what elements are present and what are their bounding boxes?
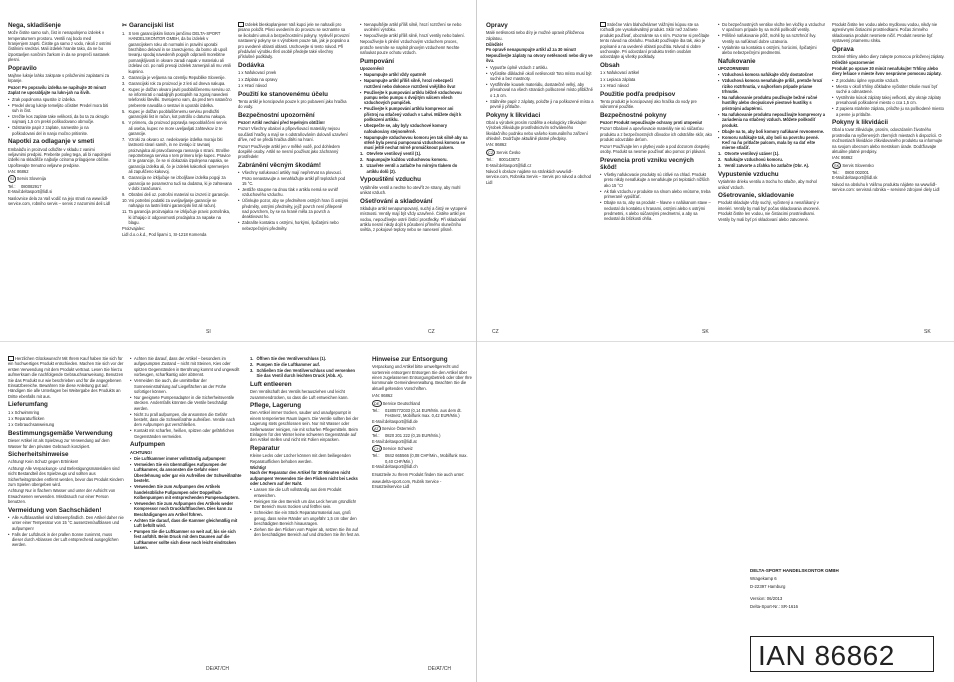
sk-column-repair	[832, 22, 946, 322]
mail-label: E-Mail:	[372, 438, 385, 444]
service-name: Servis Slovensko	[842, 162, 874, 168]
list-item: 2. Garancija je veljavna na ozemlju Republike Slovenije.	[122, 74, 226, 80]
list-item: • Nur geeignete Pumpenadapter in die Sicherheitsventile stecken. Andernfalls könnten die Ventile beschädigt werden.	[130, 395, 242, 411]
page-footer-label: SK	[702, 329, 709, 335]
service-name: Servis Česko	[496, 149, 521, 155]
sk-pump-sub: UPOZORNENIE!	[718, 65, 750, 71]
cz-pump-steps	[360, 151, 468, 174]
list-item: 2. Nafukujte vzduchovú komoru.	[718, 157, 783, 163]
list-item: ▪ Verwenden Sie zum Aufpumpen des Artikels handelsübliche Fußpumpen oder Doppelhub-Kolbenpumpen mit entsprechenden Pumpenadaptern.	[130, 484, 242, 500]
list-item: ▪ Vzduchová komora nenafukujte príliš, pretože hrozí riziko roztrhnutia, v najhoršom prípade priame trhnutie.	[718, 78, 826, 94]
list-item: 1 x Nafukovací artikel	[600, 70, 640, 76]
cz-repair-heading: Opravy	[486, 22, 508, 29]
cz-repair-text: Malé netěsnosti nebo díry je možné opravit přiloženou záplatou.	[486, 30, 585, 41]
cz-usage-heading: Použití ke stanovenému účelu	[238, 90, 328, 98]
product-code: Delta-Sport-Nr.: SR-1616	[750, 603, 798, 609]
de-ian: IAN: 86862	[372, 393, 393, 399]
list-item: • Achten Sie darauf, dass der Artikel – besonders im aufgepumpten Zustand – nicht mit Steinen, Kies oder spitzen Gegenständen in Berührung kommt und ungewollt vorbeugen, scharfkantig oder abtrennt.	[130, 356, 242, 378]
scissors-icon: ✂	[122, 23, 128, 29]
company-street: Wragekamp 6	[750, 575, 777, 581]
ian-number: IAN 86862	[758, 640, 895, 671]
mail-value: deltasport@lidl.cz	[499, 162, 532, 168]
country-flag-icon: DE	[374, 400, 380, 406]
mail-value: deltasport@lidl.ch	[385, 464, 418, 470]
sk-intro-text: Srdečne Vám blahoželáme! Vážnými kúpou ste sa rozhodli pre vysokokvalitný produkt. Skôr než začnete produkt používať, oboznámte sa s ním. Pozorne si prečítajte tento návod na obsluhu. Produkt používajte iba tak, ako je popísané a na uvedené oblasti použitia. Návod si dobre uschovajte. Pri odovzdaní produktu tretím osobám odovzdajte aj všetky podklady.	[600, 22, 710, 60]
list-item: 1 x Hrací návod	[238, 82, 267, 88]
de-deflate-text: Den Ventilschaft des Ventils herausziehen und leicht zusammendrücken, so dass die Luft entweichen kann.	[250, 389, 349, 400]
de-disposal-text: Verpackung und Artikel bitte umweltgerecht und sortenrein entsorgen! Entsorgen Sie den Artikel über einen zugelassenen Entsorgungsbetrieb oder über Ihre kommunale Gemeindeverwaltung. Beachten Sie die aktuell geltenden Vorschriften.	[372, 364, 472, 391]
cz-column-pumping	[360, 22, 468, 322]
sk-intro-list	[718, 22, 826, 56]
country-flag-icon: CH	[374, 446, 380, 452]
cz-pump-heading: Pumpování	[360, 57, 394, 65]
list-item: 1 x Záplata na opravy	[238, 76, 278, 82]
tel-label: Tel.:	[372, 453, 380, 459]
list-item: ▪ Používejte k pumpování artiklu kompresor ani přístroj na stlačený vzduch v Lahví. Můžete dojít k poškození artiklu.	[360, 106, 468, 122]
de-disposal-heading: Hinweise zur Entsorgung	[372, 356, 448, 363]
si-service-contact	[8, 175, 112, 194]
list-item: 3. Ventil zatvorte a zľahka ho zatlačte (Obr. A).	[718, 163, 810, 169]
company-block	[750, 568, 940, 628]
service-name: Servis Slovenija	[16, 176, 46, 182]
tel-value: 01805772033 (0,14 EUR/Min. aus dem dt. Festnetz, Mobilfunk max. 0,42 EUR/Min.)	[385, 407, 462, 419]
de-usage-text: Dieser Artikel ist als Spielzeug zur Verwendung auf dem Wasser für den privaten Gebrauch konzipiert.	[8, 438, 110, 449]
list-item: • Odstranite papir z zaplate, namestite jo na poškodovani del in nanjo močno pritisnite.	[8, 125, 112, 136]
list-item: 3. Uzavřete ventil a zatlačte ho mírným tlakem do artiklu dolů (2).	[360, 163, 458, 174]
si-repair-text: Majhne luknje lahko zakrpate s priloženimi zaplatami za krpanje.	[8, 73, 110, 84]
de-pump-list	[130, 456, 242, 551]
page-footer-label: SK	[924, 329, 931, 335]
cz-usage-text: Tento artikl je koncipován pouze k pro pobavení jako hračka do vody.	[238, 98, 347, 110]
list-item: 9. Obrabni deli oz. potrošni material so izvzeti iz garancije.	[122, 191, 230, 197]
tel-value: 0820 201 222 (0,15 EUR/Min.)	[385, 433, 441, 439]
tel-value: 080082917	[21, 183, 42, 189]
list-item: ▪ Ubezpečte se, aby byly vzduchové komory nafoukovány stejnoměrně.	[360, 123, 468, 134]
de-deflate-heading: Luft entleeren	[250, 380, 292, 388]
list-item: • Vystrihnite kúsok záplaty takej veľkosti, aby okraje záplaty presahovali poškodené miesto o cca 1,5 cm.	[832, 95, 946, 106]
de-parts-text: Ersatzteile zu Ihrem Produkt finden Sie auch unter:	[372, 471, 465, 477]
list-item: 11. Ta garancija proizvajalca ne izključuje pravic potrošnika, ki izhajajo iz odgovornosti prodajalca za napake na blagu.	[122, 209, 230, 226]
mail-label: E-Mail:	[832, 175, 845, 181]
de-column-pumping	[130, 356, 242, 652]
ch-service-contact	[372, 445, 472, 469]
de-service-contact	[372, 400, 472, 424]
sk-content-heading: Obsah	[600, 61, 620, 69]
cz-disposal-text: Obal a výrobek prosím rozdělte a ekologicky zlikvidujte! Výrobek zlikvidujte prostřednictvím schváleného likvidačního podniku nebo vašeho komunálního zařízení ohledně. Dodržujte aktuálně platné předpisy.	[486, 119, 588, 142]
list-item: 1 x Lepiaca záplata	[600, 76, 636, 82]
de-column-care	[250, 356, 362, 652]
cz-repair-list	[486, 65, 594, 110]
de-repair-heading: Reparatur	[250, 444, 280, 452]
de-repair-warning: Wichtig! Nach der Reparatur den Artikel für 30 Minuten nicht aufpumpen! Verwenden Sie den Flicken nicht bei Lecks oder Löchern auf der Naht.	[250, 464, 358, 487]
mail-label: E-Mail:	[486, 162, 499, 168]
de-damage-list	[8, 515, 124, 548]
sk-usage-text: Tento produkt je koncipovaný ako hračka do vody pre súkromné použitie.	[600, 98, 697, 110]
list-item: ▪ Napumpujte vzduchovou komoru jen tak silně aby na stěně byla pevná pumpovaná vzduchová komora se musí ještě nechat mírně promáčknout palcem.	[360, 135, 468, 151]
list-item: ▪ Pumpen Sie die Luftkammer so weit auf, bis sie sich fest anfühlt. Beim Druck mit dem Daumen auf die Luftkammer sollte sich diese noch leicht eindrücken lassen.	[130, 529, 242, 551]
si-disposal-text: Embalažo in proizvod odložite v skladu z vanimi veljavnimi predpisi. Preberite poleg tega, ali bi napolnjeni izdelki na skladišče najbolje oziroma prilagojene občine. Upoštevajte trenutno veljavne predpise.	[8, 146, 112, 168]
tel-value: 0842 665566 (0,08 CHF/Min., Mobilfunk max. 0,40 CHF/Min.)	[385, 453, 468, 464]
tel-value: 800143873	[499, 157, 520, 163]
list-item: ▪ Na nafukovanie produktu používajte bežné ručné hustilky alebo dvojvalcové piestové hustilky s prístrojmi adaptérmi.	[718, 95, 826, 111]
cz-ian: IAN: 86862	[486, 142, 507, 148]
de-parts-link: www.delta-sport.com, Rubrik Service - Ersatzteilservice Lidl	[372, 478, 442, 490]
cz-pump-list	[360, 72, 468, 150]
cz-intro-text: Nepoužívejte k plnění vzduchovým vzduchem proces, protože nesmíte se naplnit plnovým vzduchem! Nechte nafoukat pouze ochotu vzduch.	[360, 39, 460, 56]
list-item: • Lassen Sie die Luft vollständig aus dem Produkt entweichen.	[250, 487, 362, 498]
list-item: ▪ Napumpujte artikl vždy opatrně!	[360, 72, 468, 77]
list-item: • Reinigen Sie den Bereich um das Leck herum gründlich! Der Bereich muss trocken und fettfrei sein.	[250, 499, 362, 510]
list-item: • Z papiera stiahnite záplatu, priložte ju na poškodené miesto a pevne ju pritlačte.	[832, 106, 946, 117]
list-item: • Alle Aufblasartikel sind kälteempfindlich. Den Artikel daher nie unter einer Temperatur von 15 °C aussetzen/aufblasen und aufpumpen!	[8, 515, 124, 531]
list-item: ▪ Používejte k pumpování artiklu běžně vzduchovou pumpu nebo pumpu s dvojitým válcem všech vzduchových pumpiček.	[360, 90, 468, 106]
list-item: 3. Garancijski rok za proizvod je 2 leti od dneva nakupa.	[122, 80, 226, 86]
list-item: • Vystřihněte kousek materiálu, dostatečně velký, aby přesahoval na všech stranách poškozené místo přibližně o 1,5 cm.	[486, 82, 594, 98]
de-pump-sub: ACHTUNG!	[130, 449, 152, 455]
list-item: • Kontakt mit scharfen, heißen, spitzen oder gefährlichen Gegenständen vermeiden.	[130, 428, 242, 439]
list-item: • Nenapuštějte artikl příliš silně, hrozí roztržení se nebo uvolnění výrobku.	[360, 22, 468, 33]
page-footer-label: DE/AT/CH	[428, 666, 451, 672]
sk-safety-warning: Pozor! Produkt nepoužívajte ochrany proti utopeniu!	[600, 119, 703, 125]
list-item: • Vypusťte úplně vzduch z artiklu.	[486, 65, 594, 70]
list-item: ▪ Achten Sie darauf, dass die Kammer gleichmäßig mit Luft befüllt wird.	[130, 518, 242, 529]
de-safety-text: Achtung! Kein Schutz gegen Ertrinken!	[8, 459, 79, 465]
sk-release-heading: Vypustenie vzduchu	[718, 170, 779, 178]
page-footer-label: CZ	[492, 329, 499, 335]
sk-column-pumping	[718, 22, 826, 322]
list-item: • Dbajte na to, aby sa produkt – hlavne v nafúkanom stave – nedostal do kontaktu s hranami, ostrými alebo s ostrými predmetmi, s alebo súčasnými predmetmi, a aby sa nedostal do blízkosti ohňa.	[600, 200, 712, 222]
cz-intro-text: Izdelek bleskoplanjene! Vaš kupci jele ne nahaxili pro pisano položit. Plivci uvedením do provozu se seznamte sa se ikolodmi umuli a bezpečnostními pokyny. Vyskvěl provozní nastavený pokyny se s výrobkem pouze tak, jak je popsáno a pro uvedené oblasti oblasti. Uschovejte si tento návod. Při předávání výrobku třetí osobě předejte také všechny příslušné podklady.	[238, 22, 350, 60]
list-item: • Nicht zu prall aufpumpen, die ansonsten die Gefahr besteht, dass die Schweißnähte aufreißen. Ventile nach dem Aufpumpen gut verschließen.	[130, 412, 242, 428]
de-safety-text-2: Achtung! Alle Verpackungs- und Befestigungsmaterialien sind nicht Bestandteil des Spielzeugs und sollten aus Sicherheitsgründen entfernt werden, bevor das Produkt Kindern zum Spielen übergeben wird.	[8, 465, 124, 487]
sk-disposal-heading: Pokyny k likvidácii	[832, 119, 889, 127]
list-item: • Izrežite kos zaplate take velikosti, da bo ta za okroglo najmanj 1,5 cm prekri poškodovano območje.	[8, 114, 112, 125]
tel-label: Tel.:	[372, 433, 380, 439]
cz-care-text: Skladujte artikl nenapumpovaný, suchý a čistý ve vytopené místnosti. Ventily mají být vždy uzavřené. Čistěte artikl jen vodou, nepoužívejte ostré čistící prostředky. Při skladování artiklu nesmí nikdy dojít k působení přímého slunečního světla, z pokojové teploty nebo se nanesení plísně.	[360, 205, 467, 233]
at-service-contact	[372, 425, 472, 444]
list-item: • Stáhněte papír z záplaty, položte ji na poškozené místo a pevně ji přitlačte.	[486, 99, 594, 110]
si-repair-heading: Popravilo	[8, 64, 37, 72]
mail-label: E-Mail:	[8, 189, 21, 195]
si-footer-text: Naslovnice dela za Vaš vodič na jejo stnoti na www.lidl-service.com, robniho servis – servis z nazornimi deli Lidl	[8, 195, 110, 206]
cz-service-contact	[486, 149, 594, 168]
de-repair-list	[250, 487, 362, 537]
si-ian: IAN: 86862	[8, 169, 29, 175]
list-item: 1 x Nafukovací prvek	[238, 70, 277, 76]
list-item: 7. Vzroki za okvaro oz. nedelovanje izdelka morajo biti lastnosti stvari samih, in ne izvirajo iz ravnanj proizvajalca ali pravočasnega ravnanja s strani. Stroške nepotrebnega servisa v tem primeru krije kupec. Pravice iz te garancije, če se ni dokazala izpolnjena napaka, se garancija izdelka ali, če je izdelek kakorkoli spremenjen ali zapuščeno kakovoj.	[122, 136, 231, 175]
cz-care-heading: Ošetřování a skladování	[360, 197, 433, 205]
cz-safety-heading: Bezpečnostní upozornění	[238, 111, 315, 119]
cz-delivery-heading: Dodávka	[238, 61, 265, 69]
cz-intro-list	[360, 22, 468, 39]
country-flag-icon: AT	[374, 426, 379, 432]
si-repair-list	[8, 97, 112, 137]
cz-safety-text: Pozor! Všechny obaloví a připevňovací materiály nejsou součástí hračky a mají se s odstraňováním dolovalí uzavření dříve, než se předá hračka dítěti na hraní.	[238, 126, 348, 143]
tel-value: 0800 002001	[845, 170, 869, 176]
list-item: • Zrak popolnoma spustite iz izdelka.	[8, 97, 112, 102]
list-item: ▪ Vermeiden Sie ein übermäßiges Aufpumpen der Luftkammer, da ansonsten die Gefahr einer Überdehnung oder gar ein Aufreißen der Schweißnähte besteht.	[130, 462, 242, 484]
list-item: 1. Otvorte ventilový uzáver (1).	[718, 151, 780, 157]
list-item: • Vytiahnite sa kontakta s ostrými, horúcimi, špičatými alebo nebezpečnými predmetmi.	[718, 45, 826, 56]
de-damage-heading: Vermeidung von Sachschäden!	[8, 506, 102, 514]
cz-safety-warning: Pozor! Artikl nechání před tepelným obtížím!	[238, 119, 325, 125]
list-item: ▪ Die Luftkammer immer vollständig aufpumpen!	[130, 456, 242, 461]
list-item: 2. Napumpujte každou vzduchovou komoru.	[360, 157, 448, 163]
sk-pump-steps	[718, 151, 826, 168]
sk-usage-heading: Použitie podľa predpisov	[600, 90, 676, 98]
list-item: ▪ Komoru nafúkajte tak, aby boli na povrchu pevné. Keď na ňu pritlačte palcom, mala by sa dať ešte mierne stlačiť.	[718, 135, 826, 151]
sk-footer-text: Návod na obsluhu k Vášmu produktu nájdete na www.lidl-service.com: servisná robnika – servisné zdrojové diely Lidl	[832, 181, 940, 193]
list-item: • Vermeiden Sie auch, die unmittelbar der Sonneneinstrahlung auf Liegeflächen an der Frühe sofortiger können.	[130, 378, 242, 394]
country-flag-icon: CZ	[488, 149, 494, 155]
de-column-disposal	[372, 356, 472, 652]
list-item: 3. Schließen Sie den Ventilverschluss und versenken Sie das Ventil durch leichten Druck (Abb. A).	[250, 367, 356, 379]
list-item: • Schneiden Sie ein Stück Reparaturmaterial aus, groß genug, dass seine Ränder um ungefähr 1,5 cm über den beschädigten Bereich hinausragen.	[250, 510, 362, 526]
page-footer-label: DE/AT/CH	[206, 666, 229, 672]
si-disposal-heading: Napotki za odlaganje v smeti	[8, 138, 95, 146]
list-item: • Falls der Luftdruck in der prallen Sonne zunimmt, muss dieser durch Ablassen der Luft entsprechend ausgeglichen werden.	[8, 532, 124, 548]
list-item: 6. V primeru, da proizvod popravlja nepooblaščeni servis ali oseba, kupec ne more uveljavljati zahtevkov iz te garancije.	[122, 120, 227, 136]
cz-safety-text-2: Pozor! Používejte artikl jen v mělké vodě, pod dohledem dospělé osoby. Artikl se nesmí používat jako záchranný prostředek!	[238, 143, 340, 160]
sk-release-text: Vytiahnite drieku ventilu a trochu ho stlačte, aby mohol unikať vzduch.	[718, 179, 817, 190]
list-item: • Všechny nafukovací artikly mají nepřetrvat na plovoucí. Proto nenastavujte a nenahlažujte artikl při teplotách pod 15 °C.	[238, 170, 350, 186]
cz-repair-warning: Důležité! Po opravě nenapumpujte artikl až za 30 minut! Nepoužívejte záplaty na otvory netěsnosti nebo díry ve švu.	[486, 42, 593, 64]
de-column-intro	[8, 356, 124, 652]
sk-repair-heading: Oprava	[832, 45, 854, 53]
list-item: ▪ Na nafukovanie produktu nepoužívajte kompresory a zariadenia na stlačený vzduch. Môžete poškodiť produkt.	[718, 112, 826, 128]
page-footer-label: CZ	[428, 329, 435, 335]
de-care-text: Den Artikel immer trocken, sauber und unaufgepumpt in einem temperierten Raum lagern. Die Ventile sollten bei der Lagerung stets geschlossen sein. Nur mit Wasser oder Seifenwasser reinigen, nie mit scharfen Pflegemitteln. Beim Einlagern für den Winter keine schweren Gegenstände auf den Artikel stellen und nicht mit Folien einpacken.	[250, 410, 359, 443]
cz-damage-list	[238, 170, 350, 231]
page-footer-label: SI	[206, 329, 211, 335]
de-repair-text: Kleine Lecks oder Löcher können mit dem beiliegenden Reparaturflicken behoben werden.	[250, 453, 351, 464]
service-name: Service Deutschland	[382, 400, 421, 406]
sk-intro-text: Produkt čistite len vodou alebo mydlovou vodou, nikdy nie agresívnymi čistiacimi prostriedkami. Počas zimného skladovania produkt nesmiete ničiť. Produkt nesmie byť vystavený priamemu slnku.	[832, 22, 938, 44]
list-item: 1 x Gebrauchsanweisung	[8, 422, 55, 428]
sk-ian: IAN: 86862	[832, 155, 853, 161]
cz-release-heading: Vypouštění vzduchu	[360, 176, 421, 184]
list-item: 1. Otevřete ventilový ventil (1).	[360, 151, 422, 157]
list-item: ▪ Verwenden Sie zum Aufpumpen des Artikels weder Kompressor noch Druckluftflaschen. Dies kann zu Beschädigungen am Artikel führen.	[130, 501, 242, 517]
mail-label: E-Mail:	[372, 464, 385, 470]
mail-value: deltasport@lidl.si	[21, 189, 53, 195]
list-item: 1 x Hrací návod	[600, 82, 629, 88]
cz-column-repair	[486, 22, 594, 322]
list-item: • Predel okrog luknje temeljito očistite! Predel mora biti suh in čist.	[8, 103, 112, 114]
si-care-heading: Nega, skladišenje	[8, 22, 61, 29]
tel-label: Tel.:	[8, 183, 16, 189]
list-item: ▪ Napumpujte artikl příliš silně, hrozí nebezpečí roztržení nebo dokonce roztržení vnějšího švu!	[360, 78, 468, 89]
producer-label: Proizvajalec:	[122, 226, 146, 232]
si-care-text: Može čistite samo suh, čist in nenapolnjeno izdelek v temperaturnem prostoru. Ventili naj bodo med hranjenjem zaprti. Čistite ga samo z vodo, nikoli z ostrimi čistilnimi sredstvi. Mali izdelek hranite tako, da ne bo izpostavljen sončnim žarkom in da se prepreči nastanek plesni.	[8, 30, 112, 63]
de-care-heading: Pflege, Lagerung	[250, 402, 302, 410]
sk-repair-list	[832, 78, 946, 118]
de-pump-heading: Aufpumpen	[130, 441, 165, 449]
tel-label: Tel.:	[832, 170, 840, 176]
sk-column-intro	[600, 22, 712, 322]
sk-pump-list	[718, 72, 826, 150]
si-column-care	[8, 22, 112, 322]
list-item: ▪ Dbajte na to, aby boli komory nafúkané rovnomerne.	[718, 129, 826, 134]
list-item: • Prílišné nafukovanie pôlž, mohli by sa roztrhnúť švy. Ventily sa nafúknutí dobre uzatvoria.	[718, 33, 826, 44]
list-item: 1. Öffnen Sie den Ventilverschluss (1).	[250, 356, 327, 361]
fold-line-vertical	[476, 0, 477, 682]
mail-value: deltasport@lidl.at	[385, 438, 417, 444]
cz-damage-heading: Zabránění věcným škodám!	[238, 161, 321, 169]
list-item: 1 x Schwimmring	[8, 409, 40, 415]
cz-footer-text: Návod k obsluze najdete na stránkách www.lidl-service.com, Robnika Servis – Servis pro návod a obchod Lidl	[486, 168, 591, 185]
cz-release-text: Vytáhněte ventil a nechte ho otevřít ze strany, aby mohl unikat vzduch.	[360, 184, 461, 195]
sk-pump-heading: Nafukovanie	[718, 57, 756, 65]
list-item: 4. Kupec je dolžan okvaro javiti pooblaščenemu servisu oz. se informirati o nadaljnjih postopkih na zgoraj navedeni telefonski številki. Svetujemo vam, da pred tem natančno preberete navodila o sestavi in uporabi izdelka.	[122, 86, 232, 108]
service-name: Service Schweiz	[382, 446, 413, 452]
de-pump-steps	[250, 356, 362, 379]
list-item: • Zabraňte kontaktu s ostrými, horkými, špičatými nebo nebezpečnými předměty.	[238, 220, 350, 231]
list-item: • Ak tlak vzduchu v produkte na slnom alebo vnútorne, treba primeraně vypúšťať.	[600, 189, 712, 200]
sk-damage-list	[600, 172, 712, 222]
list-item: • Všetky nafukovacie produkty sú citlivé na chlad. Produkt preto nikdy nenafukujte a nenafukujte pri teplotách nižších ako 15 °C!	[600, 172, 712, 188]
cz-column-intro	[238, 22, 350, 322]
warranty-list	[122, 31, 232, 226]
producer-text: Lidl d.o.o.k.d., Pod lipami 1, SI-1218 Komenda	[122, 232, 207, 238]
sk-repair-warning: Dôležité upozornenie! Produkt po oprave 30 minút nenafukujte! Trhliny alebo diery lešiace v mieste švov nesprávne pomocou záplaty.	[832, 60, 942, 77]
sk-safety-text: Pozor! Obalové a upevňovacie materiály nie sú súčasťou produktu a z bezpečnostných dôvodov ich odstráňte skôr, ako produkt odovzdáte deťom.	[600, 126, 712, 143]
list-item: • Miesto v okolí trhliny dôkladne vyčistite! Okolie musí byť suché a odmastené.	[832, 84, 946, 95]
ian-box	[750, 636, 934, 672]
list-item: 2. Pumpen Sie die Luftkammer auf.	[250, 361, 320, 367]
sk-disposal-text: Obal a tovar zlikvidujte, prosím, odovzdaním životného prostredia na vyčlenených zberných miestach k dispozícii. O možnostiach likvidácie zlikvidovaného produktu sa informujte na svojom obecnom alebo mestskom úrade. Dodržiavajte aktuálne platné predpisy.	[832, 127, 943, 155]
fold-line-horizontal	[0, 341, 954, 342]
company-city: D-22397 Hamburg	[750, 583, 786, 589]
sk-care-heading: Ošetrovanie, skladovanie	[718, 192, 794, 200]
de-safety-text-3: Achtung! Nur in flachem Wasser und unter der Aufsicht von Erwachsenen verwenden. Missbrauch nur einer Person benutzen.	[8, 488, 116, 505]
warranty-heading: ✂ Garancijski list	[122, 22, 174, 29]
list-item: 10. Vsi potrebni podatki za uveljavljanje garancije se nahajajo na lastni listini garancijski list ali račun).	[122, 197, 217, 209]
list-item: 8. Garancija ne izključuje ne izboljšave izdelka pogoji za garancija se posamezno tudi na dodatna, ki je zahtevana v dobi zaračunani.	[122, 175, 232, 191]
sk-service-contact	[832, 162, 946, 181]
de-delivery-heading: Lieferumfang	[8, 401, 48, 409]
list-item: 5. Kupec je dolžan pooblaščenemu servisu predložiti garancijski list in račun, kot potrdilo o datumu nakupa.	[122, 108, 226, 120]
company-name: DELTA-SPORT HANDELSKONTOR GMBH	[750, 568, 839, 573]
mail-value: deltasport@lidl.de	[385, 418, 418, 424]
si-repair-warning: Pozor! Po popravilu izdelka ne napihujte 30 minut! Zaplat ne uporabljajte na lukn-jah na šivih.	[8, 84, 107, 96]
list-item: • Jestliže stoupne na dnou tlak v artiklu nemá se uvnitř vzduchového vzduchu.	[238, 187, 350, 198]
tel-label: Tel.:	[372, 407, 380, 413]
mail-label: E-Mail:	[372, 418, 385, 424]
country-flag-icon: SK	[834, 162, 840, 168]
de-usage-heading: Bestimmungsgemäße Verwendung	[8, 429, 113, 437]
mail-value: deltasport@lidl.sk	[845, 175, 878, 181]
list-item: • Nepoužívejte artikl příliš silně, hrozí ventily nebo balení.	[360, 33, 468, 38]
sk-damage-heading: Prevencia proti vzniku vecných škôd!	[600, 156, 694, 171]
cz-pump-sub: Upozornění!	[360, 65, 384, 71]
tel-label: Tel.:	[486, 157, 494, 163]
sk-safety-heading: Bezpečnostné pokyny	[600, 111, 667, 119]
sk-repair-text: Drobné trhliny alebo diery zalepte pomocou priloženej záplaty.	[832, 53, 945, 59]
de-intro-text: Herzlichen Glückwunsch! Mit Ihrem Kauf haben Sie sich für ein hochwertiges Produkt entschieden. Machen Sie sich vor der ersten Verwendung mit dem Produkt vertraut. Lesen Sie hierzu aufmerksam die nachfolgende Gebrauchsanweisung. Benutzen Sie das Produkt nur wie beschrieben und für die angegebenen Einsatzbereiche. Bewahren Sie diese Anleitung gut auf. Händigen Sie alle Unterlagen bei Weitergabe des Produkts an Dritte ebenfalls mit aus.	[8, 356, 124, 399]
list-item: • Ziehen Sie den Flicken vom Papier ab, setzen Sie ihn auf den beschädigten Bereich auf und drücken Sie ihn fest an.	[250, 527, 362, 538]
version-label: Version: 06/2013	[750, 596, 783, 602]
list-item: 1. S tem garancijskim listom jamčimo DELTA-SPORT HANDELSKONTOR GMBH, da bo izdelek v garancijskem roku ob normalni in pravilni uporabi brezhibno deloval in se zavezujemo, da bomo ob upoš tevanju spodaj navedenih pogojih odpravili morebitne pomanjkljivosti in okvare zaradi napak v materialu ali izdelavi ozi. po naši presoji izdelek zamenjali ali mu vrnili kupnino.	[122, 30, 232, 74]
list-item: • Do bezpečnostných ventilov vložte len vložky a vzduchu! V opačnom prípade by sa mohli poškodiť ventily.	[718, 22, 826, 33]
service-name: Service Österreich	[381, 426, 416, 432]
list-item: • Z produktu úplne vypustite vzduch.	[832, 78, 946, 83]
list-item: 1 x Reparaturflicken	[8, 415, 45, 421]
country-flag-icon: SI	[10, 176, 14, 182]
list-item: ▪ Vzduchová komora nafúkajte vždy dostatočne!	[718, 72, 826, 77]
de-damage-list-cont	[130, 356, 242, 439]
sk-care-text: Produkt skladujte vždy suchý, vyčistený a nenafúkaný v interiéri. Ventily by mali byť počas skladovania otvorené. Produkt čistite len vodou, nie čistiacimi prostriedkami. Ventily by mali byť pri skladovaní alebo zatvorené.	[718, 200, 820, 222]
de-safety-heading: Sicherheitshinweise	[8, 451, 69, 459]
list-item: • Účinkujte pozor, aby se předmětem ostrých hran či ostrými předměty, ostrými předměty, jejíž povrch není přilepeně nad povrchem, by se na hraně měla za povrch a deaktivovat ho.	[238, 198, 350, 220]
sk-safety-text-2: Pozor! Používajte len v plytkej vode a pod dozorom dospelej osoby. Produkt sa nesmie používať ako pomoc pri plávaní.	[600, 143, 710, 154]
si-column-warranty	[122, 22, 232, 322]
list-item: • Vyčistěte důkladně okolí netěsnosti! Toto místo musí být suché a bez mastnoty.	[486, 71, 594, 82]
cz-disposal-heading: Pokyny k likvidaci	[486, 111, 541, 119]
